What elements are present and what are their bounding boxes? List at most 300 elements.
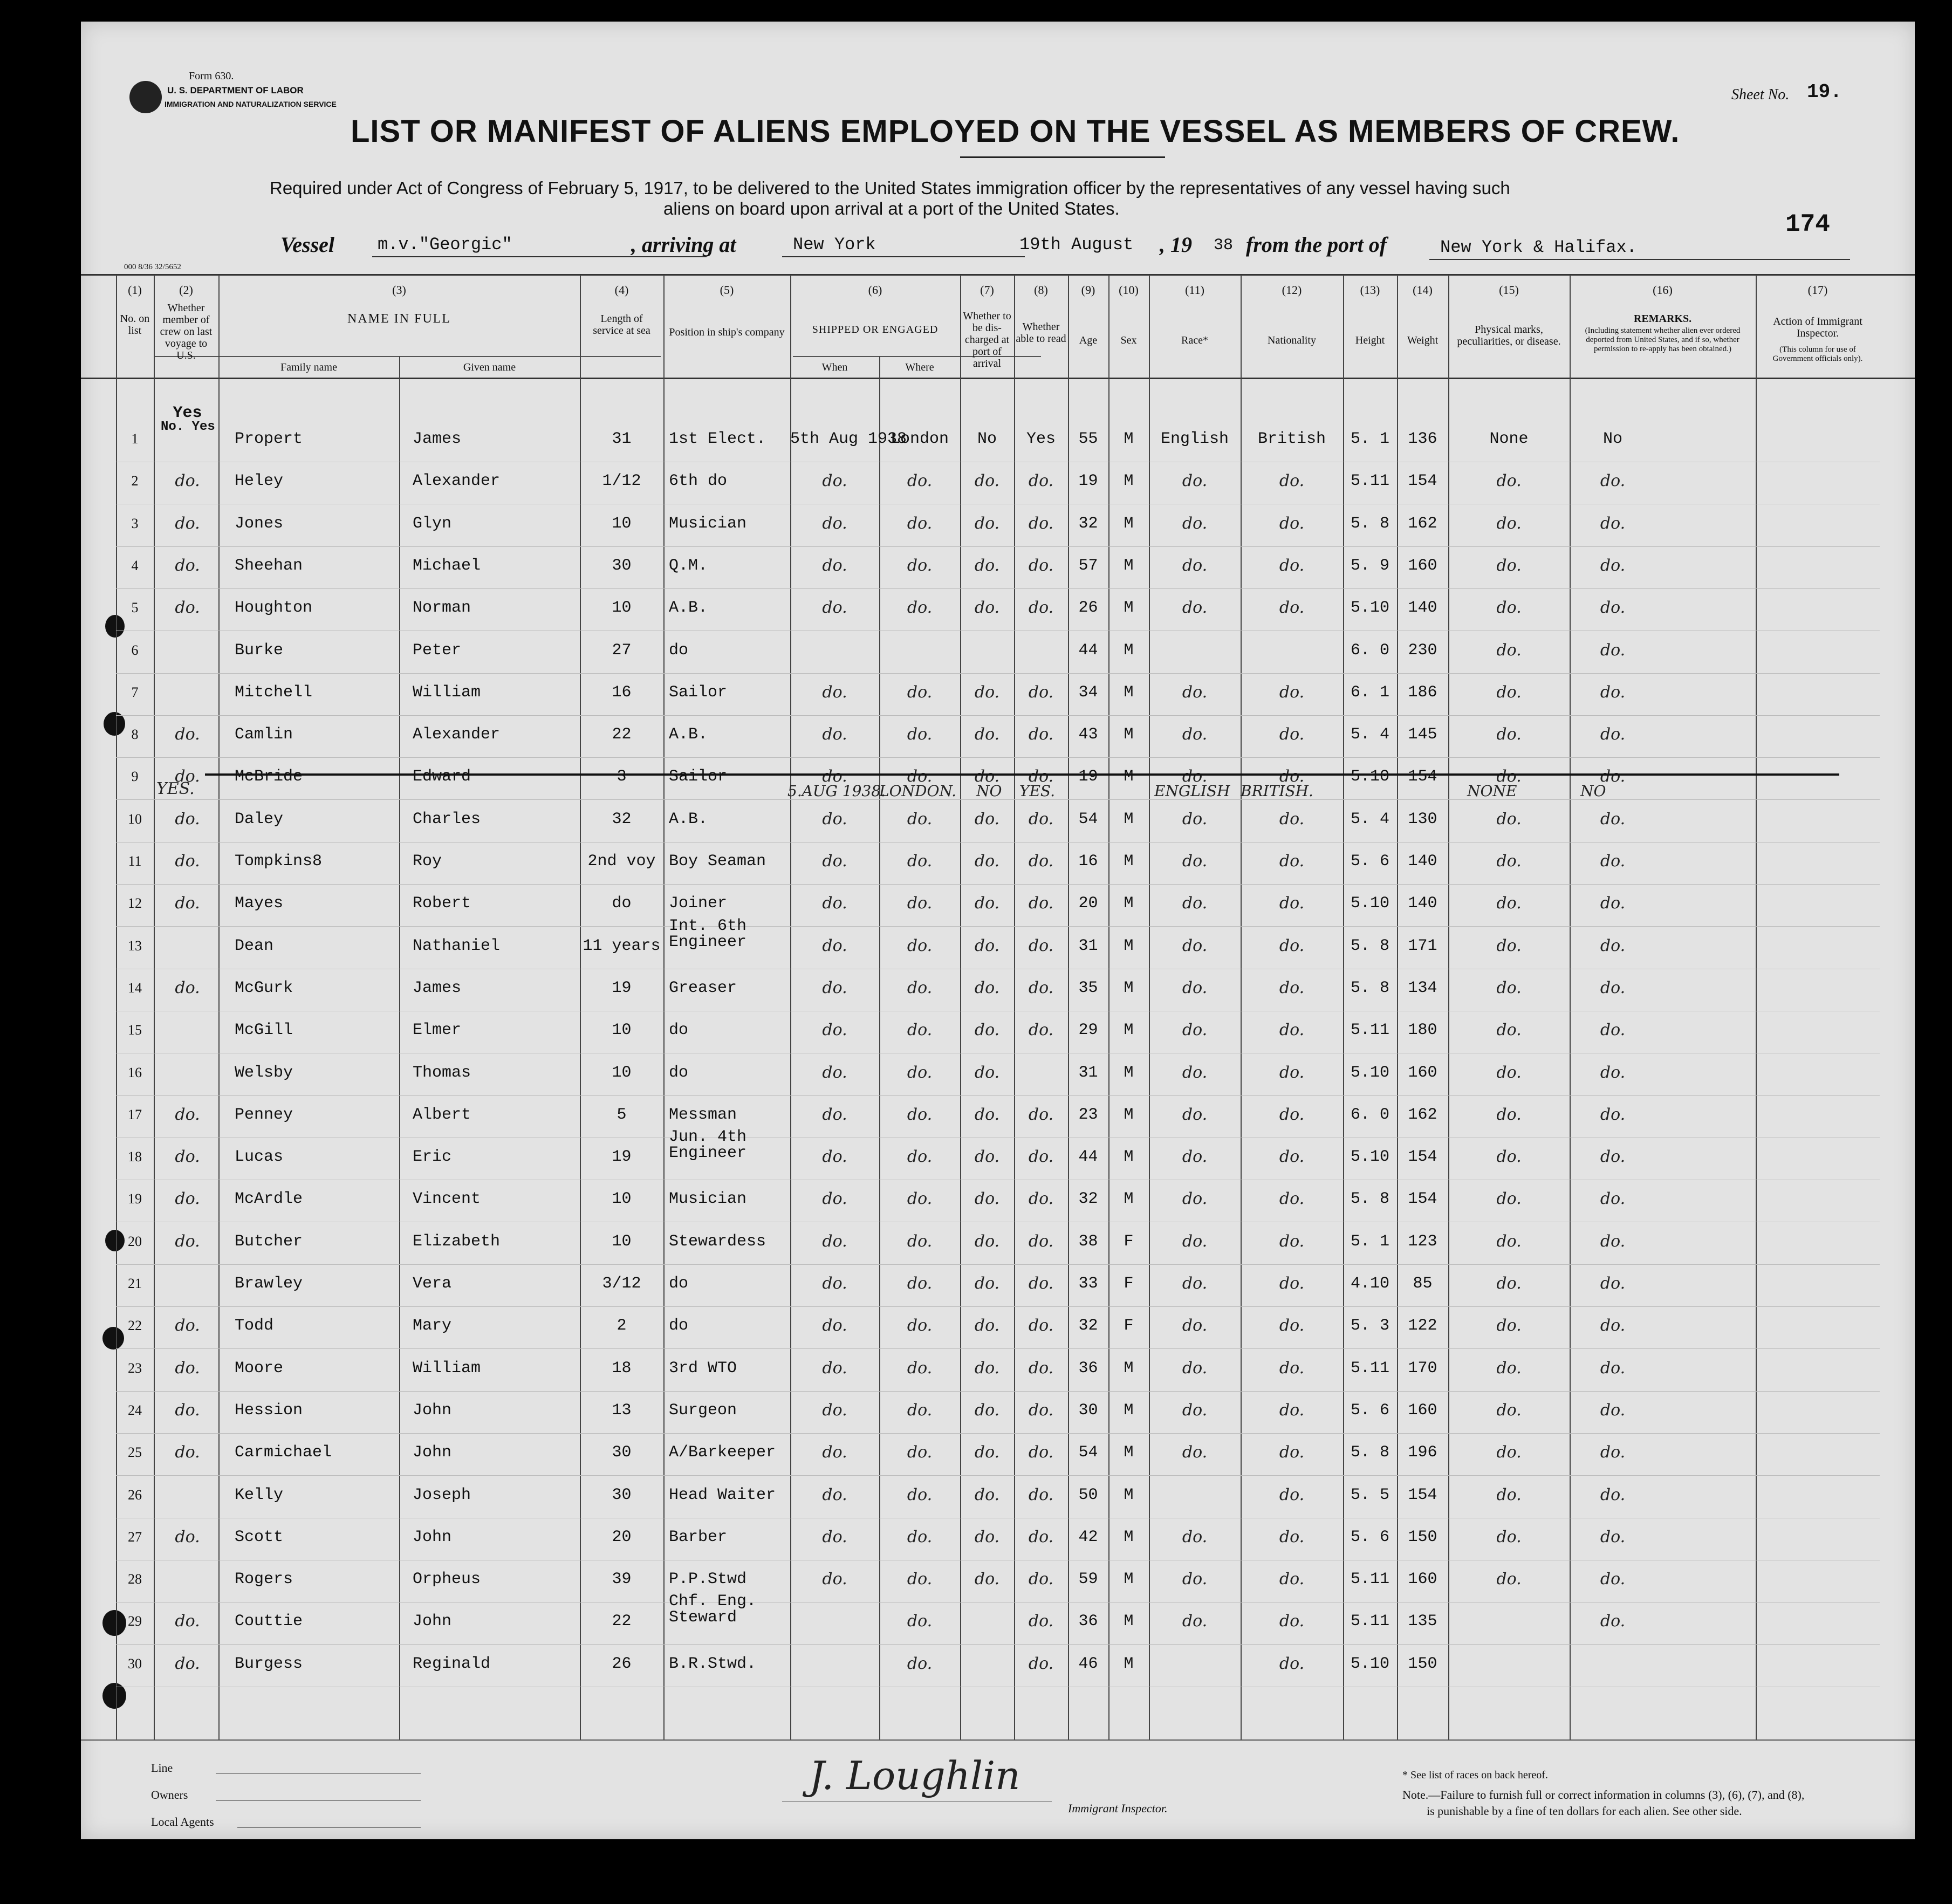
header-age: Age bbox=[1079, 334, 1098, 346]
family-name: Kelly bbox=[235, 1486, 284, 1504]
weight: 154 bbox=[1408, 1190, 1437, 1208]
row1-crew-annotation: No. Yes bbox=[161, 420, 215, 434]
shipped-when: 5th Aug 1938 bbox=[790, 430, 907, 448]
header-physical-marks: Physical marks, peculiarities, or disease. bbox=[1457, 324, 1561, 347]
given-name: Vera bbox=[413, 1275, 452, 1293]
row-number: 4 bbox=[131, 558, 139, 573]
age: 43 bbox=[1078, 725, 1098, 744]
local-agents-label: Local Agents bbox=[151, 1815, 214, 1828]
weight: 160 bbox=[1408, 1401, 1437, 1420]
able-to-read: do. bbox=[1028, 1147, 1054, 1166]
discharged: No bbox=[977, 430, 997, 448]
position: 3rd WTO bbox=[669, 1359, 737, 1378]
race: do. bbox=[1182, 598, 1208, 617]
sex: M bbox=[1124, 894, 1134, 913]
height: 5. 1 bbox=[1350, 1232, 1389, 1251]
able-to-read: do. bbox=[1028, 471, 1054, 490]
line-rule bbox=[216, 1773, 421, 1774]
nationality: do. bbox=[1279, 1232, 1305, 1251]
row-number: 15 bbox=[128, 1022, 142, 1038]
length-of-service: 22 bbox=[612, 1612, 632, 1631]
col-num: (16) bbox=[1653, 283, 1673, 297]
weight: 154 bbox=[1408, 472, 1437, 490]
crew-last-voyage: do. bbox=[175, 810, 200, 828]
physical-marks: do. bbox=[1496, 1105, 1522, 1124]
col-num: (12) bbox=[1282, 283, 1302, 297]
shipped-when: do. bbox=[822, 936, 847, 955]
length-of-service: 1/12 bbox=[602, 472, 641, 490]
remarks: do. bbox=[1600, 598, 1626, 617]
header-crew-last-voyage: Whether member of crew on last voyage to U.S. bbox=[160, 302, 213, 361]
form-number: Form 630. bbox=[189, 70, 234, 82]
weight: 154 bbox=[1408, 1148, 1437, 1166]
weight: 196 bbox=[1408, 1443, 1437, 1462]
header-bottom-rule bbox=[81, 378, 1915, 379]
col-num: (15) bbox=[1499, 283, 1519, 297]
family-name: Burgess bbox=[235, 1655, 303, 1673]
row-number: 7 bbox=[131, 684, 139, 700]
age: 42 bbox=[1078, 1528, 1098, 1546]
given-name: William bbox=[413, 683, 481, 702]
col-num: (1) bbox=[128, 283, 142, 297]
shipped-when: do. bbox=[822, 767, 847, 786]
shipped-where: do. bbox=[907, 1105, 933, 1124]
length-of-service: 27 bbox=[612, 641, 632, 660]
shipped-where: do. bbox=[907, 978, 933, 997]
table-row bbox=[81, 1646, 1915, 1687]
weight: 160 bbox=[1408, 557, 1437, 575]
print-code: 000 8/36 32/5652 bbox=[124, 263, 181, 271]
nationality: do. bbox=[1279, 1274, 1305, 1293]
header-remarks: REMARKS. bbox=[1633, 313, 1692, 325]
row-number: 17 bbox=[128, 1107, 142, 1122]
table-row bbox=[81, 1392, 1915, 1433]
family-name: McBride bbox=[235, 768, 303, 786]
crew-last-voyage: do. bbox=[175, 725, 200, 744]
row-number: 28 bbox=[128, 1571, 142, 1587]
able-to-read: do. bbox=[1028, 1359, 1054, 1378]
family-name: Hession bbox=[235, 1401, 303, 1420]
header-given-name: Given name bbox=[463, 361, 516, 373]
physical-marks: do. bbox=[1496, 1021, 1522, 1039]
family-name: Burke bbox=[235, 641, 284, 660]
age: 29 bbox=[1078, 1021, 1098, 1039]
crew-last-voyage: do. bbox=[175, 1189, 200, 1208]
discharged: do. bbox=[974, 1021, 1000, 1039]
table-row bbox=[81, 1054, 1915, 1095]
owners-rule bbox=[216, 1800, 421, 1801]
row-number: 14 bbox=[128, 980, 142, 996]
sex: M bbox=[1124, 1148, 1134, 1166]
row-number: 23 bbox=[128, 1360, 142, 1376]
given-name: Albert bbox=[413, 1106, 471, 1124]
given-name: Charles bbox=[413, 810, 481, 828]
able-to-read: do. bbox=[1028, 1232, 1054, 1251]
table-row bbox=[81, 1223, 1915, 1264]
position: Joiner bbox=[669, 894, 728, 913]
correction-nationality: BRITISH. bbox=[1241, 782, 1313, 800]
position: do bbox=[669, 1275, 689, 1293]
given-name: James bbox=[413, 430, 462, 448]
header-discharged: Whether to be dis-charged at port of arrival bbox=[963, 310, 1011, 369]
crew-last-voyage: do. bbox=[175, 1359, 200, 1378]
length-of-service: 19 bbox=[612, 979, 632, 997]
shipped-where: London bbox=[890, 430, 949, 448]
race: do. bbox=[1182, 683, 1208, 702]
age: 55 bbox=[1078, 430, 1098, 448]
race: do. bbox=[1182, 767, 1208, 786]
height: 5. 8 bbox=[1350, 1443, 1389, 1462]
row-rule bbox=[116, 884, 1880, 885]
height: 5. 8 bbox=[1350, 515, 1389, 533]
position: Int. 6th Engineer bbox=[669, 917, 747, 951]
table-row bbox=[81, 970, 1915, 1011]
sex: M bbox=[1124, 937, 1134, 955]
row-number: 19 bbox=[128, 1191, 142, 1207]
able-to-read: do. bbox=[1028, 514, 1054, 533]
shipped-where: do. bbox=[907, 514, 933, 533]
position: Q.M. bbox=[669, 557, 708, 575]
position: A.B. bbox=[669, 810, 708, 828]
table-row bbox=[81, 1434, 1915, 1475]
table-row bbox=[81, 1350, 1915, 1391]
race: do. bbox=[1182, 471, 1208, 490]
given-name: Eric bbox=[413, 1148, 452, 1166]
col-num: (9) bbox=[1081, 283, 1095, 297]
given-name: Alexander bbox=[413, 725, 501, 744]
race: do. bbox=[1182, 1570, 1208, 1588]
length-of-service: 10 bbox=[612, 1064, 632, 1082]
physical-marks: do. bbox=[1496, 936, 1522, 955]
age: 54 bbox=[1078, 1443, 1098, 1462]
table-row bbox=[81, 801, 1915, 842]
row-number: 10 bbox=[128, 811, 142, 827]
shipped-where: do. bbox=[907, 936, 933, 955]
weight: 123 bbox=[1408, 1232, 1437, 1251]
shipped-when: do. bbox=[822, 1570, 847, 1588]
sex: M bbox=[1124, 599, 1134, 617]
family-name: Welsby bbox=[235, 1064, 293, 1082]
nationality: do. bbox=[1279, 1147, 1305, 1166]
given-name: Elmer bbox=[413, 1021, 462, 1039]
owners-label: Owners bbox=[151, 1788, 188, 1802]
correction-remarks: NO bbox=[1580, 782, 1606, 800]
age: 19 bbox=[1078, 768, 1098, 786]
length-of-service: 30 bbox=[612, 1443, 632, 1462]
position: do bbox=[669, 1317, 689, 1335]
able-to-read: Yes bbox=[1026, 430, 1056, 448]
able-to-read: do. bbox=[1028, 852, 1054, 871]
race: do. bbox=[1182, 1021, 1208, 1039]
arriving-underline bbox=[782, 256, 1025, 257]
height: 6. 0 bbox=[1350, 1106, 1389, 1124]
physical-marks: do. bbox=[1496, 1232, 1522, 1251]
table-row bbox=[81, 843, 1915, 884]
sex: M bbox=[1124, 1359, 1134, 1378]
shipped-where: do. bbox=[907, 1612, 933, 1631]
remarks: do. bbox=[1600, 1189, 1626, 1208]
discharged: do. bbox=[974, 1147, 1000, 1166]
family-name: Propert bbox=[235, 430, 303, 448]
given-name: Michael bbox=[413, 557, 481, 575]
length-of-service: 30 bbox=[612, 1486, 632, 1504]
title-rule bbox=[960, 156, 1165, 158]
age: 31 bbox=[1078, 1064, 1098, 1082]
able-to-read: do. bbox=[1028, 598, 1054, 617]
age: 59 bbox=[1078, 1570, 1098, 1588]
nationality: do. bbox=[1279, 1105, 1305, 1124]
department-seal bbox=[129, 81, 162, 113]
discharged: do. bbox=[974, 1063, 1000, 1082]
weight: 162 bbox=[1408, 515, 1437, 533]
crew-last-voyage: do. bbox=[175, 1612, 200, 1631]
from-underline bbox=[1429, 259, 1850, 260]
weight: 186 bbox=[1408, 683, 1437, 702]
header-race: Race* bbox=[1181, 334, 1208, 346]
given-name: Mary bbox=[413, 1317, 452, 1335]
remarks: do. bbox=[1600, 1528, 1626, 1546]
shipped-when: do. bbox=[822, 978, 847, 997]
position: A.B. bbox=[669, 599, 708, 617]
shipped-when: do. bbox=[822, 1401, 847, 1420]
given-name: Orpheus bbox=[413, 1570, 481, 1588]
height: 5.10 bbox=[1350, 1655, 1389, 1673]
race: do. bbox=[1182, 1443, 1208, 1462]
crew-last-voyage: Yes bbox=[173, 404, 202, 422]
weight: 85 bbox=[1413, 1275, 1433, 1293]
remarks: do. bbox=[1600, 852, 1626, 871]
able-to-read: do. bbox=[1028, 1021, 1054, 1039]
weight: 134 bbox=[1408, 979, 1437, 997]
nationality: do. bbox=[1279, 1359, 1305, 1378]
family-name: Brawley bbox=[235, 1275, 303, 1293]
physical-marks: do. bbox=[1496, 1316, 1522, 1335]
col-num: (4) bbox=[614, 283, 629, 297]
remarks: do. bbox=[1600, 725, 1626, 744]
table-row bbox=[81, 1561, 1915, 1602]
nationality: do. bbox=[1279, 978, 1305, 997]
table-row bbox=[81, 1181, 1915, 1222]
shipped-where: do. bbox=[907, 1570, 933, 1588]
shipped-where: do. bbox=[907, 1401, 933, 1420]
shipped-where: do. bbox=[907, 1063, 933, 1082]
shipped-when: do. bbox=[822, 852, 847, 871]
remarks: do. bbox=[1600, 1063, 1626, 1082]
shipped-where: do. bbox=[907, 1021, 933, 1039]
shipped-where: do. bbox=[907, 1274, 933, 1293]
col-num: (6) bbox=[868, 283, 882, 297]
physical-marks: do. bbox=[1496, 1147, 1522, 1166]
year-prefix: , 19 bbox=[1160, 232, 1192, 257]
race: do. bbox=[1182, 1147, 1208, 1166]
age: 35 bbox=[1078, 979, 1098, 997]
position: Sailor bbox=[669, 768, 728, 786]
header-remarks-note: (Including statement whether alien ever ordered deported from United States, and if so, whether permission to re-apply has been obtained.) bbox=[1585, 326, 1741, 353]
shipped-where: do. bbox=[907, 1189, 933, 1208]
row-number: 27 bbox=[128, 1529, 142, 1545]
length-of-service: 22 bbox=[612, 725, 632, 744]
row-rule bbox=[116, 546, 1880, 547]
row-number: 9 bbox=[131, 769, 139, 784]
given-name: Vincent bbox=[413, 1190, 481, 1208]
nationality: do. bbox=[1279, 1654, 1305, 1673]
table-row bbox=[81, 1307, 1915, 1348]
sex: M bbox=[1124, 1655, 1134, 1673]
age: 32 bbox=[1078, 1317, 1098, 1335]
height: 5.11 bbox=[1350, 1612, 1389, 1631]
sex: M bbox=[1124, 810, 1134, 828]
shipped-where: do. bbox=[907, 767, 933, 786]
sex: M bbox=[1124, 515, 1134, 533]
physical-marks: do. bbox=[1496, 725, 1522, 744]
family-name: Camlin bbox=[235, 725, 293, 744]
row-number: 25 bbox=[128, 1444, 142, 1460]
height: 5. 8 bbox=[1350, 1190, 1389, 1208]
shipped-when: do. bbox=[822, 1063, 847, 1082]
weight: 140 bbox=[1408, 599, 1437, 617]
physical-marks: do. bbox=[1496, 852, 1522, 871]
correction-race: ENGLISH bbox=[1154, 782, 1230, 800]
race: do. bbox=[1182, 1528, 1208, 1546]
header-inspector-action: Action of Immigrant Inspector. bbox=[1773, 316, 1862, 339]
service-name: IMMIGRATION AND NATURALIZATION SERVICE bbox=[165, 100, 337, 108]
row-rule bbox=[116, 1391, 1880, 1392]
weight: 154 bbox=[1408, 1486, 1437, 1504]
nationality: do. bbox=[1279, 1189, 1305, 1208]
length-of-service: 2 bbox=[617, 1317, 627, 1335]
given-name: Elizabeth bbox=[413, 1232, 501, 1251]
remarks: do. bbox=[1600, 1105, 1626, 1124]
length-of-service: 13 bbox=[612, 1401, 632, 1420]
nationality: do. bbox=[1279, 683, 1305, 702]
race: do. bbox=[1182, 1316, 1208, 1335]
weight: 140 bbox=[1408, 852, 1437, 871]
row-rule bbox=[116, 1306, 1880, 1307]
sex: M bbox=[1124, 1486, 1134, 1504]
height: 5.10 bbox=[1350, 768, 1389, 786]
race: do. bbox=[1182, 556, 1208, 575]
line-label: Line bbox=[151, 1761, 173, 1775]
able-to-read: do. bbox=[1028, 1570, 1054, 1588]
crew-last-voyage: do. bbox=[175, 978, 200, 997]
length-of-service: 10 bbox=[612, 1021, 632, 1039]
row-number: 13 bbox=[128, 938, 142, 954]
age: 26 bbox=[1078, 599, 1098, 617]
given-name: Robert bbox=[413, 894, 471, 913]
shipped-where: do. bbox=[907, 1528, 933, 1546]
length-of-service: 3/12 bbox=[602, 1275, 641, 1293]
able-to-read: do. bbox=[1028, 725, 1054, 744]
col-num: (11) bbox=[1185, 283, 1204, 297]
arrival-date: 19th August bbox=[1019, 235, 1134, 255]
position: Sailor bbox=[669, 683, 728, 702]
name-rule bbox=[154, 356, 661, 357]
race: do. bbox=[1182, 1105, 1208, 1124]
able-to-read: do. bbox=[1028, 936, 1054, 955]
remarks: do. bbox=[1600, 683, 1626, 702]
family-name: Jones bbox=[235, 515, 284, 533]
shipped-when: do. bbox=[822, 514, 847, 533]
physical-marks: do. bbox=[1496, 1359, 1522, 1378]
height: 5. 9 bbox=[1350, 557, 1389, 575]
family-name: Scott bbox=[235, 1528, 284, 1546]
nationality: do. bbox=[1279, 1401, 1305, 1420]
table-top-rule bbox=[81, 274, 1915, 276]
nationality: do. bbox=[1279, 767, 1305, 786]
discharged: do. bbox=[974, 1443, 1000, 1462]
col-num: (3) bbox=[392, 283, 406, 297]
family-name: Tompkins8 bbox=[235, 852, 323, 871]
age: 19 bbox=[1078, 472, 1098, 490]
weight: 150 bbox=[1408, 1655, 1437, 1673]
col-num: (13) bbox=[1360, 283, 1380, 297]
sheet-label: Sheet No. bbox=[1731, 86, 1790, 103]
race: English bbox=[1160, 430, 1229, 448]
manifest-sheet bbox=[81, 22, 1915, 1839]
shipped-when: do. bbox=[822, 1147, 847, 1166]
given-name: Alexander bbox=[413, 472, 501, 490]
table-row bbox=[81, 885, 1915, 926]
height: 6. 0 bbox=[1350, 641, 1389, 660]
row-rule bbox=[116, 1348, 1880, 1349]
able-to-read: do. bbox=[1028, 767, 1054, 786]
given-name: Glyn bbox=[413, 515, 452, 533]
given-name: Norman bbox=[413, 599, 471, 617]
length-of-service: 31 bbox=[612, 430, 632, 448]
arriving-label: , arriving at bbox=[631, 232, 736, 257]
able-to-read: do. bbox=[1028, 683, 1054, 702]
length-of-service: 5 bbox=[617, 1106, 627, 1124]
family-name: Couttie bbox=[235, 1612, 303, 1631]
position: Messman bbox=[669, 1106, 737, 1124]
department-name: U. S. DEPARTMENT OF LABOR bbox=[167, 85, 304, 95]
remarks: do. bbox=[1600, 1443, 1626, 1462]
physical-marks: do. bbox=[1496, 556, 1522, 575]
physical-marks: do. bbox=[1496, 810, 1522, 828]
age: 33 bbox=[1078, 1275, 1098, 1293]
shipped-when: do. bbox=[822, 725, 847, 744]
family-name: Moore bbox=[235, 1359, 284, 1378]
correction-marks: NONE bbox=[1467, 782, 1517, 800]
row-number: 8 bbox=[131, 727, 139, 742]
table-row bbox=[81, 505, 1915, 546]
crew-last-voyage: do. bbox=[175, 1316, 200, 1335]
sex: M bbox=[1124, 725, 1134, 744]
row-rule bbox=[116, 842, 1880, 843]
row-rule bbox=[116, 673, 1880, 674]
physical-marks: do. bbox=[1496, 598, 1522, 617]
crew-last-voyage: do. bbox=[175, 1147, 200, 1166]
discharged: do. bbox=[974, 1316, 1000, 1335]
position: Barber bbox=[669, 1528, 728, 1546]
height: 5.11 bbox=[1350, 1570, 1389, 1588]
shipped-when: do. bbox=[822, 810, 847, 828]
remarks: do. bbox=[1600, 810, 1626, 828]
position: B.R.Stwd. bbox=[669, 1655, 757, 1673]
discharged: do. bbox=[974, 767, 1000, 786]
row-number: 12 bbox=[128, 895, 142, 911]
height: 5. 1 bbox=[1350, 430, 1389, 448]
sex: F bbox=[1124, 1232, 1134, 1251]
weight: 230 bbox=[1408, 641, 1437, 660]
race: do. bbox=[1182, 1359, 1208, 1378]
nationality: do. bbox=[1279, 471, 1305, 490]
able-to-read: do. bbox=[1028, 978, 1054, 997]
remarks: do. bbox=[1600, 1316, 1626, 1335]
table-row bbox=[81, 632, 1915, 673]
given-name: John bbox=[413, 1612, 452, 1631]
remarks: do. bbox=[1600, 641, 1626, 660]
